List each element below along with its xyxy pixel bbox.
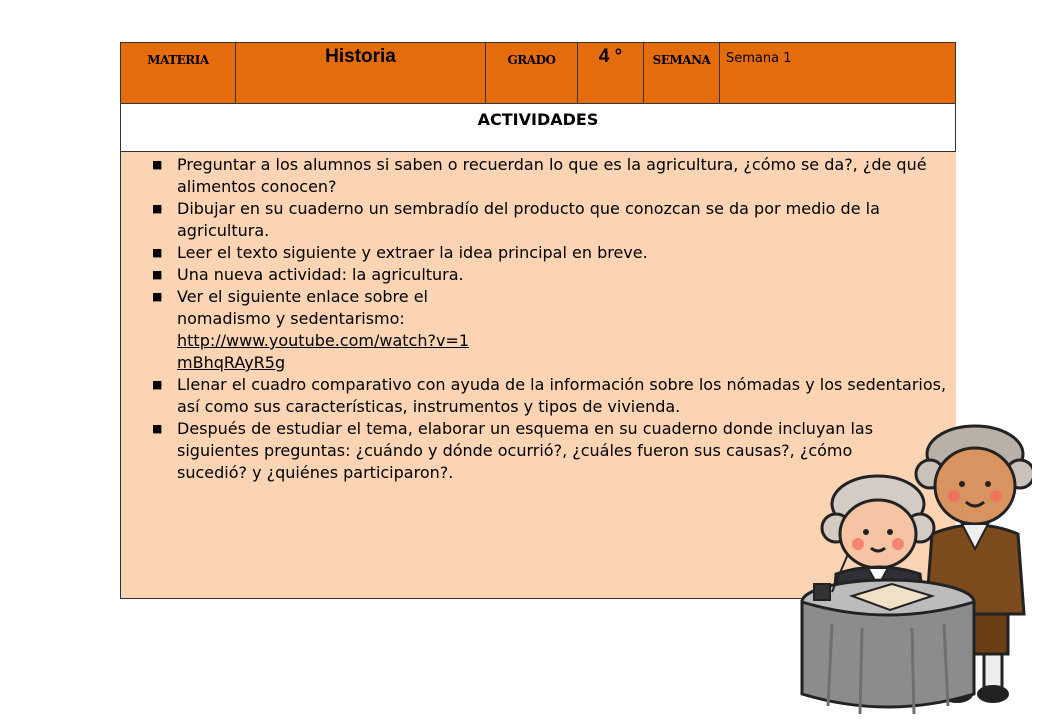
grado-label-cell <box>486 43 578 103</box>
list-item <box>152 374 952 418</box>
activity-text: Una nueva actividad: la agricultura. <box>177 265 464 284</box>
list-item <box>152 264 952 286</box>
square-bullet-icon: ■ <box>152 202 163 215</box>
materia-value: Historia <box>325 46 396 67</box>
youtube-link-part2[interactable]: mBhqRAyR5g <box>177 353 286 372</box>
header-row <box>120 42 956 104</box>
list-item <box>152 198 952 242</box>
activities-title: ACTIVIDADES <box>120 104 956 152</box>
activity-text: Preguntar a los alumnos si saben o recuerdan lo que es la agricultura, ¿cómo se da?, ¿de qué alimentos conocen? <box>177 155 927 196</box>
square-bullet-icon: ■ <box>152 378 163 391</box>
grado-label: GRADO <box>507 53 556 67</box>
square-bullet-icon: ■ <box>152 422 163 435</box>
square-bullet-icon: ■ <box>152 246 163 259</box>
list-item <box>152 286 952 374</box>
semana-label-cell <box>644 43 720 103</box>
activity-text: Dibujar en su cuaderno un sembradío del producto que conozcan se da por medio de la agricultura. <box>177 199 880 240</box>
semana-value: Semana 1 <box>726 51 792 66</box>
activity-text: Después de estudiar el tema, elaborar un esquema en su cuaderno donde incluyan las siguientes preguntas: ¿cuándo y dónde ocurrió?, ¿cuáles fueron sus causas?, ¿cómo sucedió? y ¿quiénes participaron?. <box>177 419 874 482</box>
list-item <box>152 242 952 264</box>
materia-label-cell <box>121 43 236 103</box>
historical-figures-illustration <box>792 424 1032 720</box>
activity-text: Ver el siguiente enlace sobre el nomadismo y sedentarismo: <box>177 287 428 328</box>
semana-label: SEMANA <box>652 53 711 67</box>
materia-value-cell <box>236 43 486 103</box>
square-bullet-icon: ■ <box>152 290 163 303</box>
grado-value: 4 ° <box>598 46 623 67</box>
list-item <box>152 154 952 198</box>
youtube-link-part1[interactable]: http://www.youtube.com/watch?v=1 <box>177 331 469 350</box>
activity-text: Leer el texto siguiente y extraer la idea principal en breve. <box>177 243 648 262</box>
activity-text: Llenar el cuadro comparativo con ayuda de la información sobre los nómadas y los sedentarios, así como sus características, instrumentos y tipos de vivienda. <box>177 375 947 416</box>
square-bullet-icon: ■ <box>152 268 163 281</box>
grado-value-cell <box>578 43 644 103</box>
materia-label: MATERIA <box>147 53 209 67</box>
youtube-link[interactable] <box>177 330 952 374</box>
square-bullet-icon: ■ <box>152 158 163 171</box>
semana-value-cell <box>720 43 955 103</box>
